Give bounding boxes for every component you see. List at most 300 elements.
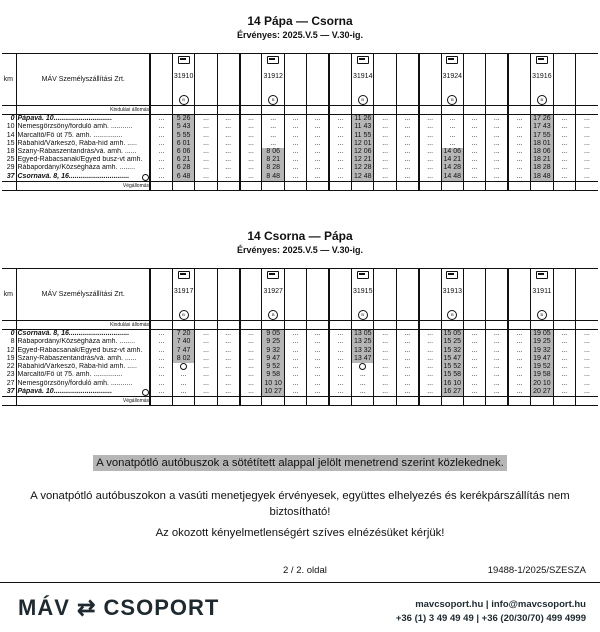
- no-service-cell: ...: [307, 347, 329, 355]
- time-cell: 9 25: [262, 338, 284, 346]
- no-service-cell: ...: [240, 164, 262, 172]
- train-header: [441, 54, 463, 106]
- station-row: [2, 164, 598, 172]
- time-cell: 7 47: [172, 347, 194, 355]
- no-service-cell: ...: [508, 371, 530, 379]
- no-service-cell: ...: [240, 379, 262, 387]
- no-service-cell: ...: [374, 388, 396, 397]
- bus-icon: [446, 271, 458, 279]
- no-service-cell: ...: [150, 371, 172, 379]
- no-service-cell: ...: [553, 363, 575, 371]
- no-service-cell: ...: [486, 140, 508, 148]
- no-service-cell: ...: [284, 132, 306, 140]
- no-service-cell: ...: [262, 123, 284, 131]
- bus-icon: [178, 271, 190, 279]
- km-header: km: [2, 54, 16, 106]
- time-cell: 6 28: [172, 164, 194, 172]
- time-cell: 6 48: [172, 173, 194, 182]
- bus-icon: [536, 271, 548, 279]
- time-cell: 12 28: [352, 164, 374, 172]
- no-service-cell: ...: [374, 338, 396, 346]
- bus-icon: [446, 56, 458, 64]
- no-service-cell: ...: [575, 132, 598, 140]
- no-service-cell: ...: [352, 371, 374, 379]
- no-service-cell: ...: [150, 140, 172, 148]
- no-service-cell: ...: [284, 379, 306, 387]
- bus-service-icon: B: [358, 95, 368, 105]
- station-row: [2, 115, 598, 124]
- km-value: 19: [2, 355, 16, 363]
- no-service-cell: ...: [374, 379, 396, 387]
- no-service-cell: ...: [240, 115, 262, 124]
- no-service-cell: ...: [396, 355, 418, 363]
- no-service-cell: ...: [486, 363, 508, 371]
- time-cell: 9 58: [262, 371, 284, 379]
- time-cell: 19 25: [531, 338, 553, 346]
- no-service-cell: ...: [575, 379, 598, 387]
- no-service-cell: ...: [508, 355, 530, 363]
- no-service-cell: ...: [441, 115, 463, 124]
- no-service-cell: ...: [553, 338, 575, 346]
- table1-grid: [2, 53, 598, 191]
- time-cell: 11 55: [352, 132, 374, 140]
- no-service-cell: ...: [464, 347, 486, 355]
- station-row: [2, 148, 598, 156]
- time-cell: 9 52: [262, 363, 284, 371]
- no-service-cell: ...: [464, 132, 486, 140]
- station-name: Nemesgörzsöny/forduló amh. ...........: [16, 123, 150, 131]
- train-number: 31913: [442, 288, 463, 295]
- no-service-cell: ...: [396, 338, 418, 346]
- km-value: 12: [2, 347, 16, 355]
- no-service-cell: ...: [396, 363, 418, 371]
- no-service-cell: ...: [575, 173, 598, 182]
- bus-icon: [357, 271, 369, 279]
- no-service-cell: ...: [396, 347, 418, 355]
- no-service-cell: ...: [553, 347, 575, 355]
- time-cell: 15 52: [441, 363, 463, 371]
- no-service-cell: ...: [396, 156, 418, 164]
- km-header: km: [2, 269, 16, 321]
- notice-apology: Az okozott kényelmetlenségért szíves elnézésüket kérjük!: [155, 527, 445, 539]
- time-cell: 15 58: [441, 371, 463, 379]
- station-name: Nemesgörzsöny/forduló amh. ...........: [16, 379, 150, 387]
- station-row: [2, 355, 598, 363]
- no-service-cell: ...: [396, 115, 418, 124]
- no-service-cell: ...: [150, 338, 172, 346]
- no-service-cell: ...: [307, 330, 329, 339]
- no-service-cell: ...: [508, 379, 530, 387]
- no-service-cell: ...: [508, 140, 530, 148]
- no-service-cell: ...: [508, 156, 530, 164]
- no-service-cell: ...: [419, 140, 441, 148]
- time-cell: 17 55: [531, 132, 553, 140]
- no-service-cell: ...: [464, 371, 486, 379]
- time-cell: 18 06: [531, 148, 553, 156]
- train-number: 31911: [532, 288, 552, 295]
- station-row: [2, 338, 598, 346]
- station-name: Csornavá. 8, 16...............................: [16, 330, 150, 339]
- no-service-cell: ...: [352, 379, 374, 387]
- time-cell: 8 28: [262, 164, 284, 172]
- no-service-cell: ...: [217, 156, 239, 164]
- no-service-cell: ...: [284, 115, 306, 124]
- no-service-cell: ...: [419, 363, 441, 371]
- no-service-cell: ...: [441, 123, 463, 131]
- station-name: Egyed-Rábacsanak/Egyed busz-vt amh.: [16, 156, 150, 164]
- page-number: 2 / 2. oldal: [283, 565, 327, 576]
- no-service-cell: ...: [307, 115, 329, 124]
- contact-web-email: mavcsoport.hu | info@mavcsoport.hu: [415, 599, 586, 610]
- no-service-cell: ...: [464, 173, 486, 182]
- no-service-cell: ...: [284, 347, 306, 355]
- train-header: [262, 269, 284, 321]
- no-service-cell: ...: [217, 140, 239, 148]
- footer-divider: [0, 582, 600, 583]
- no-service-cell: ...: [150, 347, 172, 355]
- time-cell: 7 20: [172, 330, 194, 339]
- no-service-cell: ...: [329, 388, 351, 397]
- no-service-cell: ...: [486, 115, 508, 124]
- no-service-cell: ...: [553, 330, 575, 339]
- no-service-cell: ...: [307, 363, 329, 371]
- no-service-cell: ...: [195, 338, 217, 346]
- no-service-cell: ...: [284, 123, 306, 131]
- no-service-cell: ...: [150, 123, 172, 131]
- time-cell: 13 05: [352, 330, 374, 339]
- bus-icon: [267, 56, 279, 64]
- no-service-cell: ...: [486, 338, 508, 346]
- no-service-cell: ...: [441, 140, 463, 148]
- time-cell: 15 25: [441, 338, 463, 346]
- no-service-cell: ...: [464, 338, 486, 346]
- no-service-cell: ...: [464, 123, 486, 131]
- no-service-cell: ...: [217, 173, 239, 182]
- table2-grid: [2, 268, 598, 406]
- no-service-cell: ...: [374, 132, 396, 140]
- bus-service-icon: B: [447, 310, 457, 320]
- no-service-cell: ...: [172, 388, 194, 397]
- time-cell: 18 01: [531, 140, 553, 148]
- km-value: 0: [2, 115, 16, 124]
- km-value: 18: [2, 148, 16, 156]
- time-cell: 15 47: [441, 355, 463, 363]
- no-service-cell: ...: [307, 379, 329, 387]
- no-service-cell: ...: [553, 355, 575, 363]
- station-row: [2, 156, 598, 164]
- no-service-cell: ...: [575, 330, 598, 339]
- mav-csoport-logo: MÁV ⇄ CSOPORT: [18, 595, 220, 620]
- no-service-cell: ...: [172, 371, 194, 379]
- station-name: Csornavá. 8, 16...............................: [16, 173, 150, 182]
- no-service-cell: ...: [195, 379, 217, 387]
- time-cell: 9 32: [262, 347, 284, 355]
- no-service-cell: ...: [217, 379, 239, 387]
- no-service-cell: ...: [284, 371, 306, 379]
- no-service-cell: ...: [553, 132, 575, 140]
- time-cell: 12 48: [352, 173, 374, 182]
- no-service-cell: ...: [240, 363, 262, 371]
- station-row: [2, 132, 598, 140]
- time-cell: 17 26: [531, 115, 553, 124]
- table2-title: 14 Csorna — Pápa: [247, 229, 353, 243]
- no-service-cell: ...: [553, 123, 575, 131]
- no-service-cell: ...: [464, 148, 486, 156]
- train-number: 31916: [532, 73, 552, 80]
- station-row: [2, 140, 598, 148]
- no-service-cell: ...: [284, 140, 306, 148]
- no-service-cell: ...: [508, 330, 530, 339]
- no-service-cell: ...: [284, 148, 306, 156]
- no-service-cell: ...: [329, 132, 351, 140]
- no-service-cell: ...: [195, 148, 217, 156]
- table1-title: 14 Pápa — Csorna: [247, 14, 353, 28]
- no-service-cell: ...: [374, 330, 396, 339]
- no-service-cell: ...: [575, 115, 598, 124]
- departure-station-label: Kindulási állomás: [16, 321, 150, 330]
- station-name: Egyed-Rábacsanak/Egyed busz-vt amh.: [16, 347, 150, 355]
- no-service-cell: ...: [329, 156, 351, 164]
- no-service-cell: ...: [464, 388, 486, 397]
- km-value: 23: [2, 371, 16, 379]
- km-value: 25: [2, 156, 16, 164]
- no-service-cell: ...: [217, 132, 239, 140]
- bus-icon: [178, 56, 190, 64]
- time-cell: 11 26: [352, 115, 374, 124]
- station-name: Marcaltő/Fő út 75. amh. ...............: [16, 132, 150, 140]
- no-service-cell: ...: [240, 355, 262, 363]
- station-name: Szany-Rábaszentandrás/vá. amh. ......: [16, 148, 150, 156]
- table2-validity: Érvényes: 2025.V.5 — V.30-ig.: [237, 245, 363, 255]
- train-number: 31910: [173, 73, 194, 80]
- no-service-cell: ...: [575, 123, 598, 131]
- no-service-cell: ...: [217, 338, 239, 346]
- no-service-cell: ...: [508, 123, 530, 131]
- no-service-cell: ...: [486, 371, 508, 379]
- no-service-cell: ...: [329, 330, 351, 339]
- no-service-cell: ...: [240, 371, 262, 379]
- no-service-cell: ...: [195, 371, 217, 379]
- no-stop-marker-icon: [359, 363, 366, 370]
- no-service-cell: ...: [240, 123, 262, 131]
- no-service-cell: ...: [486, 173, 508, 182]
- bus-icon: [267, 271, 279, 279]
- time-cell: 18 48: [531, 173, 553, 182]
- time-cell: 14 28: [441, 164, 463, 172]
- time-cell: 16 10: [441, 379, 463, 387]
- no-service-cell: ...: [374, 148, 396, 156]
- no-service-cell: ...: [195, 156, 217, 164]
- time-cell: 6 06: [172, 148, 194, 156]
- time-cell: 6 01: [172, 140, 194, 148]
- no-service-cell: ...: [329, 173, 351, 182]
- train-header: [172, 54, 194, 106]
- time-cell: 16 27: [441, 388, 463, 397]
- station-name: Pápavá. 10..............................: [16, 388, 150, 397]
- time-cell: 19 32: [531, 347, 553, 355]
- bus-service-icon: B: [447, 95, 457, 105]
- no-service-cell: ...: [284, 164, 306, 172]
- no-service-cell: ...: [329, 148, 351, 156]
- no-service-cell: ...: [150, 330, 172, 339]
- no-service-cell: ...: [150, 379, 172, 387]
- time-cell: 18 28: [531, 164, 553, 172]
- no-service-cell: ...: [553, 388, 575, 397]
- no-service-cell: ...: [374, 371, 396, 379]
- no-service-cell: ...: [419, 388, 441, 397]
- no-service-cell: ...: [396, 132, 418, 140]
- no-service-cell: ...: [307, 156, 329, 164]
- no-service-cell: ...: [553, 148, 575, 156]
- train-header: [531, 54, 553, 106]
- table1-validity: Érvényes: 2025.V.5 — V.30-ig.: [237, 30, 363, 40]
- no-service-cell: ...: [553, 115, 575, 124]
- no-service-cell: ...: [464, 363, 486, 371]
- time-cell: 19 47: [531, 355, 553, 363]
- notice-shaded: A vonatpótló autóbuszok a sötétített alappal jelölt menetrend szerint közlekednek.: [0, 457, 600, 469]
- no-service-cell: ...: [575, 355, 598, 363]
- no-service-cell: ...: [374, 347, 396, 355]
- no-service-cell: ...: [396, 330, 418, 339]
- no-service-cell: ...: [329, 355, 351, 363]
- time-cell: 10 27: [262, 388, 284, 397]
- time-cell: 5 26: [172, 115, 194, 124]
- no-service-cell: ...: [396, 388, 418, 397]
- no-service-cell: ...: [396, 371, 418, 379]
- km-value: 15: [2, 140, 16, 148]
- no-service-cell: ...: [486, 156, 508, 164]
- station-row: [2, 347, 598, 355]
- time-cell: 14 06: [441, 148, 463, 156]
- time-cell: 20 27: [531, 388, 553, 397]
- no-service-cell: ...: [508, 363, 530, 371]
- no-service-cell: ...: [396, 148, 418, 156]
- no-service-cell: ...: [195, 330, 217, 339]
- no-service-cell: ...: [217, 363, 239, 371]
- time-cell: 12 06: [352, 148, 374, 156]
- no-service-cell: ...: [240, 173, 262, 182]
- no-service-cell: ...: [240, 132, 262, 140]
- no-service-cell: ...: [575, 371, 598, 379]
- time-cell: 19 58: [531, 371, 553, 379]
- no-service-cell: ...: [195, 355, 217, 363]
- no-service-cell: ...: [553, 173, 575, 182]
- no-service-cell: ...: [396, 379, 418, 387]
- no-service-cell: ...: [217, 388, 239, 397]
- no-service-cell: ...: [217, 164, 239, 172]
- time-cell: 5 43: [172, 123, 194, 131]
- time-cell: 12 21: [352, 156, 374, 164]
- bus-service-icon: B: [179, 95, 189, 105]
- bus-icon: [536, 56, 548, 64]
- no-service-cell: ...: [262, 132, 284, 140]
- no-service-cell: ...: [419, 156, 441, 164]
- no-service-cell: ...: [374, 355, 396, 363]
- bus-service-icon: B: [268, 95, 278, 105]
- no-service-cell: ...: [284, 173, 306, 182]
- no-service-cell: ...: [486, 148, 508, 156]
- no-service-cell: ...: [240, 347, 262, 355]
- no-service-cell: ...: [419, 148, 441, 156]
- no-service-cell: ...: [307, 140, 329, 148]
- no-service-cell: ...: [307, 123, 329, 131]
- no-service-cell: ...: [419, 347, 441, 355]
- departure-station-label: Kindulási állomás: [16, 106, 150, 115]
- time-cell: 12 01: [352, 140, 374, 148]
- no-service-cell: ...: [441, 132, 463, 140]
- no-service-cell: ...: [307, 132, 329, 140]
- no-service-cell: ...: [217, 347, 239, 355]
- station-name: Rábahíd/Várkesző, Rába-híd amh. .....: [16, 140, 150, 148]
- train-number: 31915: [353, 288, 373, 295]
- no-service-cell: ...: [262, 140, 284, 148]
- no-service-cell: ...: [374, 156, 396, 164]
- no-service-cell: ...: [464, 115, 486, 124]
- station-name: Szany-Rábaszentandrás/vá. amh. ......: [16, 355, 150, 363]
- station-row: [2, 388, 598, 397]
- km-value: 27: [2, 379, 16, 387]
- no-service-cell: ...: [172, 379, 194, 387]
- no-service-cell: ...: [352, 388, 374, 397]
- no-service-cell: ...: [195, 140, 217, 148]
- operator-name: MÁV Személyszállítási Zrt.: [16, 54, 150, 106]
- no-service-cell: ...: [307, 173, 329, 182]
- station-name: Rábahíd/Várkesző, Rába-híd amh. .....: [16, 363, 150, 371]
- no-service-cell: ...: [575, 156, 598, 164]
- km-value: 0: [2, 330, 16, 339]
- no-service-cell: ...: [486, 123, 508, 131]
- no-service-cell: ...: [575, 164, 598, 172]
- km-value: 22: [2, 363, 16, 371]
- no-service-cell: ...: [195, 164, 217, 172]
- station-row: [2, 173, 598, 182]
- no-service-cell: ...: [284, 338, 306, 346]
- terminus-marker-icon: [142, 389, 149, 396]
- no-service-cell: ...: [217, 371, 239, 379]
- train-header: [441, 269, 463, 321]
- time-cell: 8 21: [262, 156, 284, 164]
- terminus-marker-icon: [142, 174, 149, 181]
- arrival-station-label: Végállomás: [16, 396, 150, 405]
- km-value: 37: [2, 388, 16, 397]
- no-service-cell: ...: [374, 140, 396, 148]
- no-service-cell: ...: [464, 156, 486, 164]
- no-service-cell: ...: [284, 363, 306, 371]
- no-service-cell: ...: [374, 115, 396, 124]
- time-cell: 9 05: [262, 330, 284, 339]
- no-service-cell: ...: [486, 347, 508, 355]
- train-number: 31914: [353, 73, 373, 80]
- no-service-cell: ...: [195, 115, 217, 124]
- no-service-cell: ...: [329, 164, 351, 172]
- no-service-cell: ...: [508, 132, 530, 140]
- no-service-cell: ...: [150, 115, 172, 124]
- no-service-cell: ...: [195, 363, 217, 371]
- time-cell: 8 06: [262, 148, 284, 156]
- station-name: Pápavá. 10..............................: [16, 115, 150, 124]
- train-header: [531, 269, 553, 321]
- no-service-cell: ...: [284, 388, 306, 397]
- no-service-cell: ...: [150, 148, 172, 156]
- no-service-cell: ...: [217, 148, 239, 156]
- no-service-cell: ...: [329, 371, 351, 379]
- no-service-cell: ...: [553, 156, 575, 164]
- time-cell: 9 47: [262, 355, 284, 363]
- no-service-cell: ...: [553, 379, 575, 387]
- no-service-cell: ...: [553, 140, 575, 148]
- time-cell: 15 32: [441, 347, 463, 355]
- no-service-cell: ...: [575, 140, 598, 148]
